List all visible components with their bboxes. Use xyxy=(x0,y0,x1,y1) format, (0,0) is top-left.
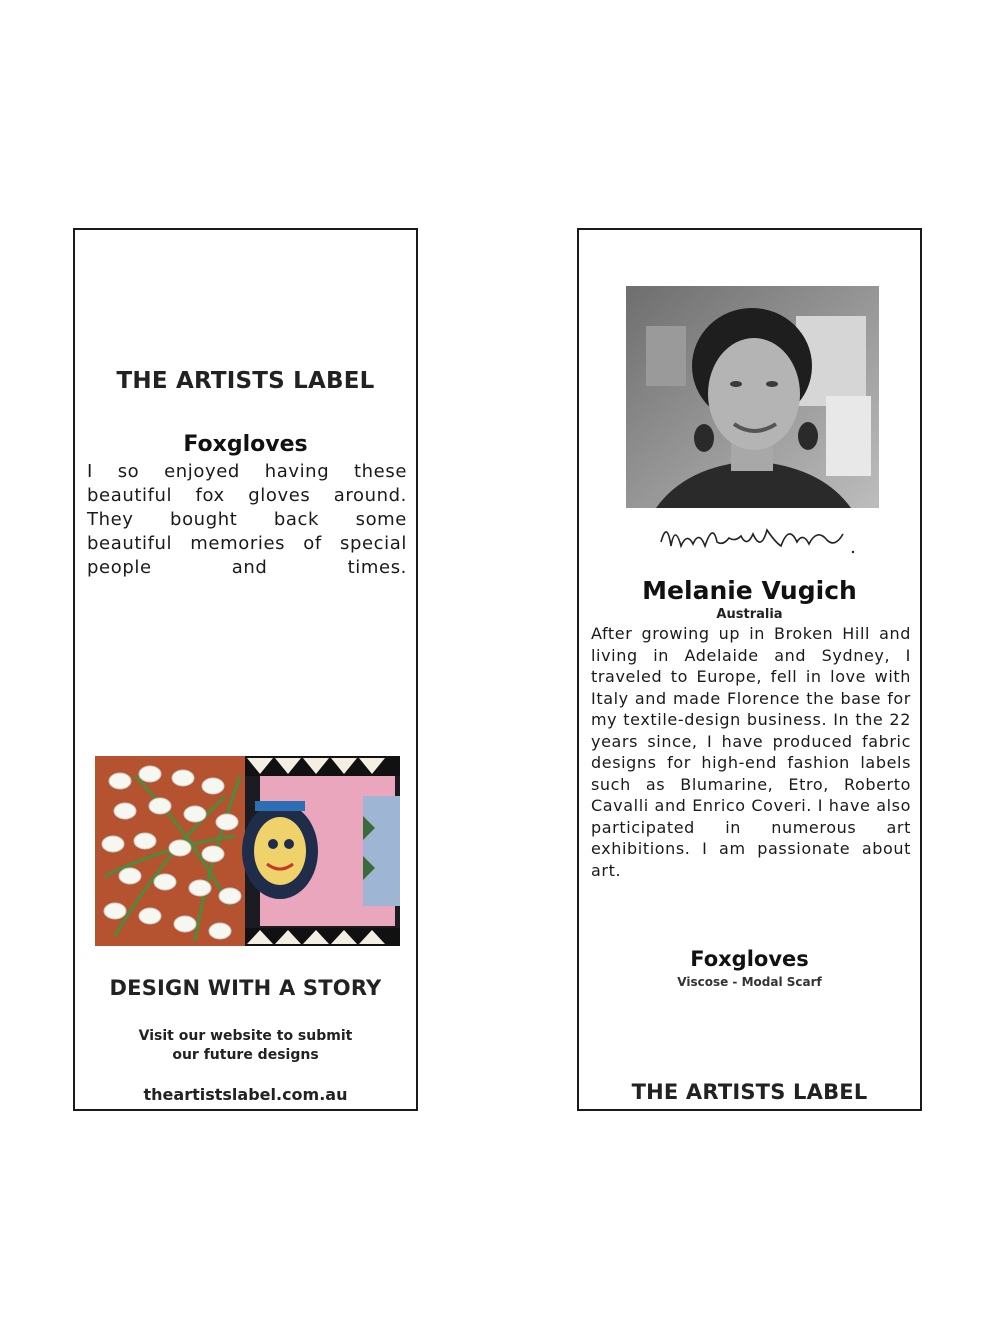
artist-bio-text: After growing up in Broken Hill and living in Adelaide and Sydney, I traveled to Europe, fell in love with Italy and made Florence the base for my textile-design business. In the 22 years since, I have produced fabric designs for high-end fashion labels such as Blumarine, Etro, Roberto Cavalli and Enrico Coveri. I have also participated in numerous art exhibitions. I am passionate about art. xyxy=(591,624,911,880)
submit-note-line-2: our future designs xyxy=(172,1047,319,1063)
design-title: Foxgloves xyxy=(183,432,308,457)
product-material: Viscose - Modal Scarf xyxy=(677,975,822,989)
brand-footer: THE ARTISTS LABEL xyxy=(631,1080,868,1104)
brand-title: THE ARTISTS LABEL xyxy=(116,368,375,394)
design-story-card xyxy=(73,228,418,1111)
artist-name: Melanie Vugich xyxy=(642,576,857,605)
foxgloves-painting xyxy=(95,756,400,946)
website-link[interactable]: theartistslabel.com.au xyxy=(143,1085,348,1104)
submit-note-line-1: Visit our website to submit xyxy=(138,1028,353,1044)
design-story-text: I so enjoyed having these beautiful fox gloves around. They bought back some beautiful memories of special people and times. xyxy=(87,461,407,578)
artist-country: Australia xyxy=(716,607,783,622)
artist-portrait xyxy=(626,286,879,508)
design-with-a-story-tagline: DESIGN WITH A STORY xyxy=(109,976,382,1000)
submit-designs-note xyxy=(75,1027,416,1065)
artist-signature xyxy=(657,512,857,564)
artist-bio-card xyxy=(577,228,922,1111)
product-title: Foxgloves xyxy=(690,947,809,971)
